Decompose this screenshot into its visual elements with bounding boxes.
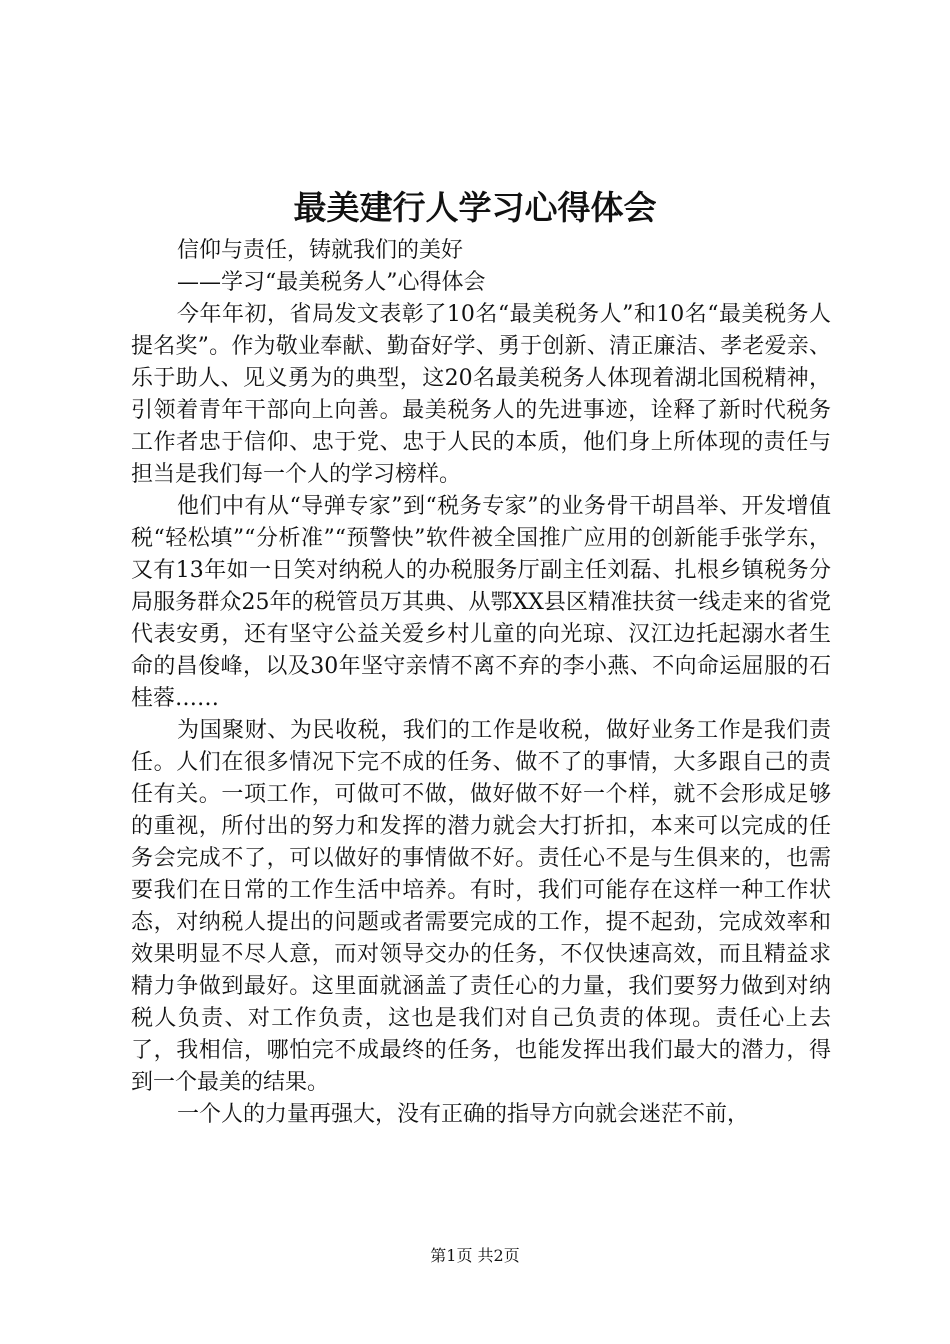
subtitle-line-1: 信仰与责任，铸就我们的美好 bbox=[177, 238, 464, 263]
page-footer: 第1页 共2页 bbox=[430, 1246, 520, 1265]
body-paragraph-3: 为国聚财、为民收税，我们的工作是收税，做好业务工作是我们责任。人们在很多情况下完不成的任务、做不了的事情，大多跟自己的责任有关。一项工作，可做可不做，做好做不好一个样，就不会形成足够的重视，所付出的努力和发挥的潜力就会大打折扣，本来可以完成的任务会完成不了，可以做好的事情做不好。责任心不是与生俱来的，也需要我们在日常的工作生活中培养。有时，我们可能存在这样一种工作状态，对纳税人提出的问题或者需要完成的工作，提不起劲，完成效率和效果明显不尽人意，而对领导交办的任务，不仅快速高效，而且精益求精力争做到最好。这里面就涵盖了责任心的力量，我们要努力做到对纳税人负责、对工作负责，这也是我们对自己负责的体现。责任心上去了，我相信，哪怕完不成最终的任务，也能发挥出我们最大的潜力，得到一个最美的结果。 bbox=[131, 718, 831, 1095]
document-title: 最美建行人学习心得体会 bbox=[293, 188, 657, 227]
subtitle-line-2: ——学习“最美税务人”心得体会 bbox=[177, 270, 486, 295]
body-paragraph-1: 今年年初，省局发文表彰了10名“最美税务人”和10名“最美税务人提名奖”。作为敬业奉献、勤奋好学、勇于创新、清正廉洁、孝老爱亲、乐于助人、见义勇为的典型，这20名最美税务人体现着湖北国税精神，引领着青年干部向上向善。最美税务人的先进事迹，诠释了新时代税务工作者忠于信仰、忠于党、忠于人民的本质，他们身上所体现的责任与担当是我们每一个人的学习榜样。 bbox=[131, 302, 831, 487]
document-body bbox=[131, 235, 831, 1131]
body-paragraph-4: 一个人的力量再强大，没有正确的指导方向就会迷茫不前， bbox=[177, 1102, 750, 1127]
body-paragraph-2: 他们中有从“导弹专家”到“税务专家”的业务骨干胡昌举、开发增值税“轻松填”“分析准”“预警快”软件被全国推广应用的创新能手张学东，又有13年如一日笑对纳税人的办税服务厅副主任刘磊、扎根乡镇税务分局服务群众25年的税管员万其典、从鄂XX县区精准扶贫一线走来的省党代表安勇，还有坚守公益关爱乡村儿童的向光琼、汉江边托起溺水者生命的昌俊峰，以及30年坚守亲情不离不弃的李小燕、不向命运屈服的石桂蓉…… bbox=[131, 494, 831, 711]
